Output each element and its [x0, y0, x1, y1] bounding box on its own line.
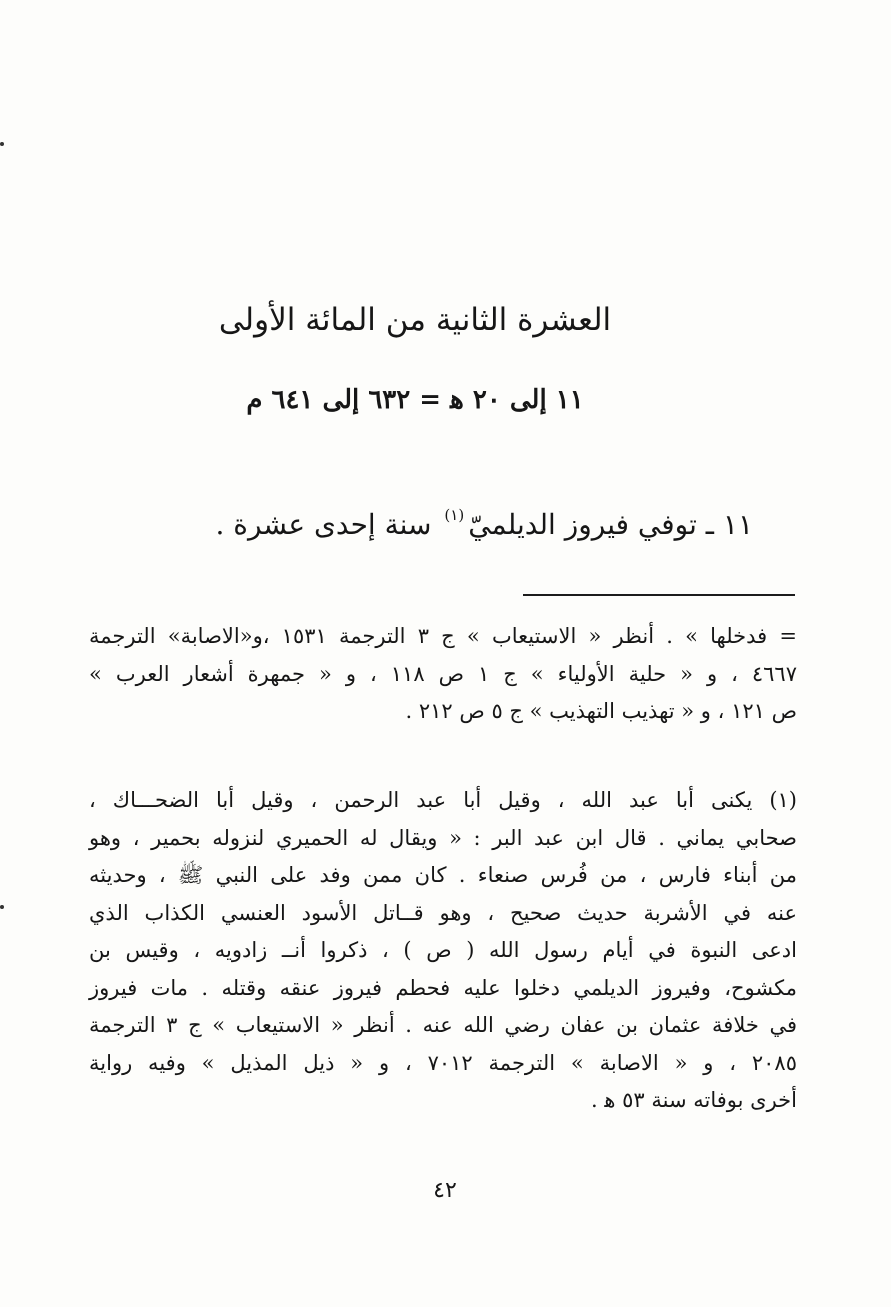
footnote-line: ادعى النبوة في أيام رسول الله ( ص ) ، ذكروا أنــ زادويه ، وقيس بن	[89, 938, 797, 962]
footnote-continued	[89, 618, 797, 731]
date-range-heading: ١١ إلى ٢٠ ﻫ = ٦٣٢ إلى ٦٤١ م	[246, 385, 584, 415]
entry-text: ١١ ـ توفي فيروز الديلميّ	[468, 508, 753, 541]
entry-11	[153, 503, 753, 547]
footnote-line: أخرى بوفاته سنة ٥٣ ﻫ .	[591, 1088, 797, 1112]
footnote-line: في خلافة عثمان بن عفان رضي الله عنه . أنظر « الاستيعاب » ج ٣ الترجمة	[89, 1013, 797, 1037]
footnote-line: عنه في الأشربة حديث صحيح ، وهو قــاتل الأسود العنسي الكذاب الذي	[89, 900, 797, 925]
entry-text-after: سنة إحدى عشرة .	[215, 508, 432, 541]
footnote-line: ٤٦٦٧ ، و « حلية الأولياء » ج ١ ص ١١٨ ، و « جمهرة أشعار العرب »	[89, 661, 797, 686]
section-title: العشرة الثانية من المائة الأولى	[218, 302, 612, 338]
footnote-1	[89, 782, 797, 1120]
footnote-line: = فدخلها » . أنظر « الاستيعاب » ج ٣ الترجمة ١٥٣١ ،و«الاصابة» الترجمة	[89, 624, 797, 648]
footnote-line: مكشوح، وفيروز الديلمي دخلوا عليه فحطم فيروز عنقه وقتله . مات فيروز	[89, 975, 797, 1000]
page-number: ٤٢	[433, 1178, 457, 1203]
footnote-line: (١) يكنى أبا عبد الله ، وقيل أبا عبد الرحمن ، وقيل أبا الضحـــاك ،	[89, 788, 797, 812]
scan-edge-mark	[0, 905, 4, 909]
footnote-line: من أبناء فارس ، من فُرس صنعاء . كان ممن وفد على النبي ﷺ ، وحديثه	[89, 863, 797, 887]
footnote-reference: (١)	[444, 506, 465, 524]
scan-edge-mark	[0, 142, 4, 146]
footnote-line: صحابي يماني . قال ابن عبد البر : « ويقال له الحميري لنزوله بحمير ، وهو	[89, 825, 797, 850]
footnote-line: ص ١٢١ ، و « تهذيب التهذيب » ج ٥ ص ٢١٢ .	[405, 699, 797, 723]
footnote-divider	[523, 594, 795, 596]
footnote-line: ٢٠٨٥ ، و « الاصابة » الترجمة ٧٠١٢ ، و « ذيل المذيل » وفيه رواية	[89, 1050, 797, 1075]
